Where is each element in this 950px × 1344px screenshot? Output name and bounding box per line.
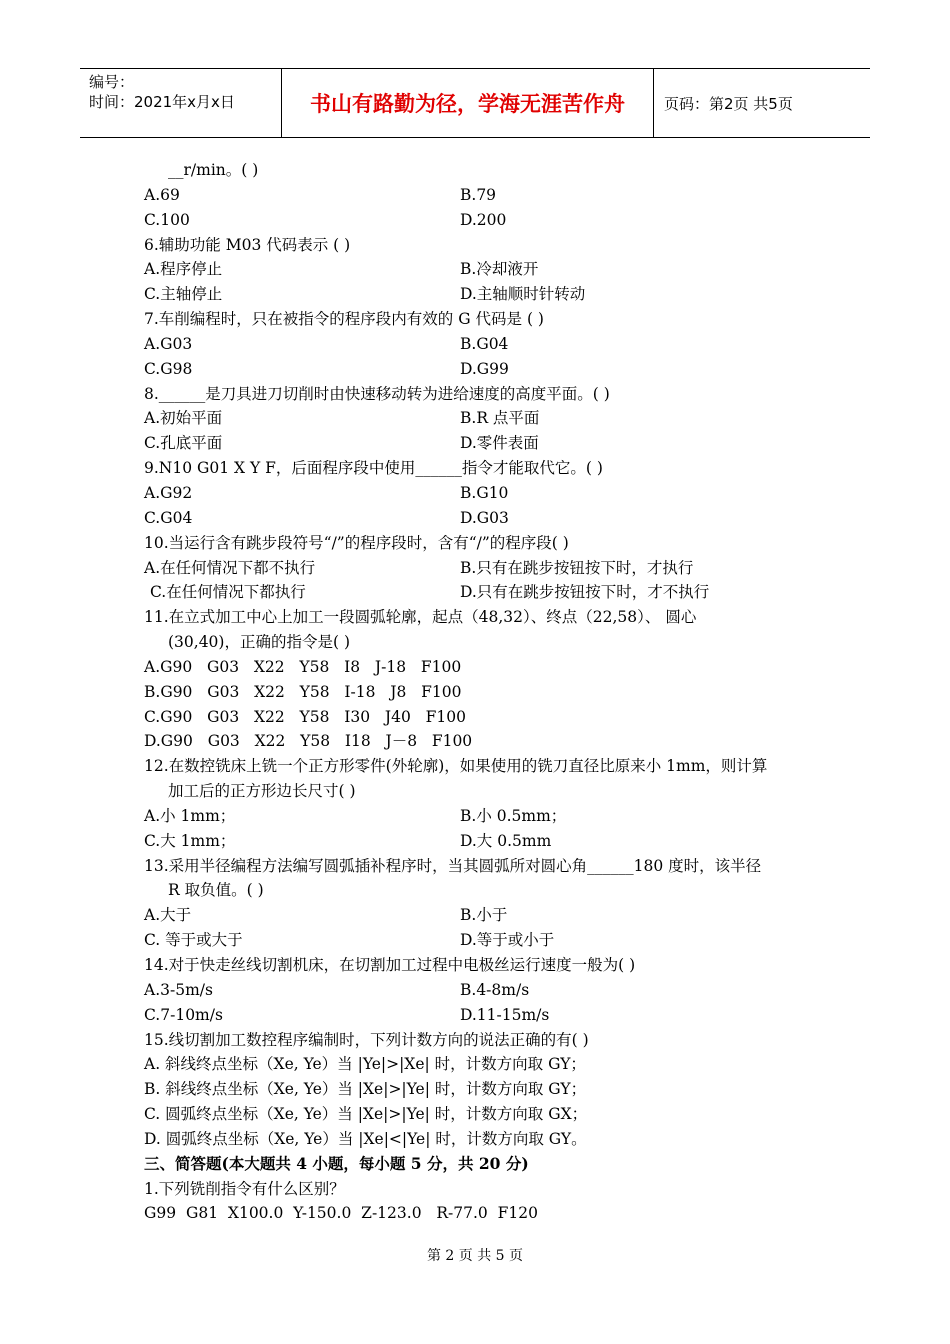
option-row xyxy=(144,928,814,953)
option: A.初始平面 xyxy=(144,409,223,428)
option: B.冷却液开 xyxy=(460,260,539,279)
option: B.R 点平面 xyxy=(460,409,540,428)
option-row xyxy=(144,332,814,357)
option-line: D.G90 G03 X22 Y58 I18 J－8 F100 xyxy=(144,732,473,751)
option: D.主轴顺时针转动 xyxy=(460,285,586,304)
option-row xyxy=(144,481,814,506)
header-motto: 书山有路勤为径，学海无涯苦作舟 xyxy=(282,69,654,137)
option: A.G03 xyxy=(144,334,193,353)
option: B.4-8m/s xyxy=(460,980,530,999)
option: C.100 xyxy=(144,210,190,229)
page-footer: 第 2 页 共 5 页 xyxy=(426,1248,524,1264)
question-line: 13.采用半径编程方法编写圆弧插补程序时，当其圆弧所对圆心角______180 度时，该半径 xyxy=(144,856,762,875)
option: D.G03 xyxy=(460,508,509,527)
option-row xyxy=(144,1003,814,1028)
question-line: 7.车削编程时，只在被指令的程序段内有效的 G 代码是 ( ) xyxy=(144,310,544,329)
option-row xyxy=(144,506,814,531)
question-line: 9.N10 G01 X Y F，后面程序段中使用______指令才能取代它。( ) xyxy=(144,459,603,478)
option-line: C.G90 G03 X22 Y58 I30 J40 F100 xyxy=(144,707,466,726)
option-line: B.G90 G03 X22 Y58 I-18 J8 F100 xyxy=(144,682,462,701)
question-line: 加工后的正方形边长尺寸( ) xyxy=(168,782,356,801)
option-row xyxy=(144,903,814,928)
header-meta xyxy=(80,69,282,137)
option: B.小 0.5mm； xyxy=(460,806,567,825)
exam-content xyxy=(144,158,814,1226)
option: D.只有在跳步按钮按下时，才不执行 xyxy=(460,583,710,602)
code-line: G99 G81 X100.0 Y-150.0 Z-123.0 R-77.0 F120 xyxy=(144,1204,538,1223)
option-row xyxy=(144,978,814,1003)
option-row xyxy=(144,357,814,382)
option: A.小 1mm； xyxy=(144,806,236,825)
question-line: R 取负值。( ) xyxy=(168,881,264,900)
option-line: B. 斜线终点坐标（Xe, Ye）当 |Xe|>|Ye| 时，计数方向取 GY； xyxy=(144,1080,587,1099)
option: C. 等于或大于 xyxy=(144,931,243,950)
option: D.零件表面 xyxy=(460,434,539,453)
question-line: 10.当运行含有跳步段符号“/”的程序段时，含有“/”的程序段( ) xyxy=(144,533,569,552)
option-row xyxy=(144,829,814,854)
option: C.G04 xyxy=(144,508,193,527)
option: D.G99 xyxy=(460,359,509,378)
option: C.孔底平面 xyxy=(144,434,223,453)
page-header xyxy=(80,68,870,138)
question-line: 14.对于快走丝线切割机床，在切割加工过程中电极丝运行速度一般为( ) xyxy=(144,956,636,974)
question-line: __r/min。( ) xyxy=(168,161,259,179)
option-row xyxy=(144,257,814,282)
option-line: C. 圆弧终点坐标（Xe, Ye）当 |Xe|>|Ye| 时，计数方向取 GX； xyxy=(144,1105,588,1124)
option-row xyxy=(144,208,814,233)
question-line: 1.下列铣削指令有什么区别？ xyxy=(144,1179,345,1198)
option: A.69 xyxy=(144,185,180,204)
option-row xyxy=(144,282,814,307)
option-line: A. 斜线终点坐标（Xe, Ye）当 |Ye|>|Xe| 时，计数方向取 GY； xyxy=(144,1055,586,1074)
header-page-info: 页码：第2页 共5页 xyxy=(664,94,793,113)
option: A.在任何情况下都不执行 xyxy=(144,558,316,577)
option: C.大 1mm； xyxy=(144,831,236,850)
option-line: D. 圆弧终点坐标（Xe, Ye）当 |Xe|<|Ye| 时，计数方向取 GY。 xyxy=(144,1129,587,1148)
option-row xyxy=(144,431,814,456)
option-row xyxy=(144,580,814,605)
option: C.G98 xyxy=(144,359,193,378)
option: A.3-5m/s xyxy=(144,980,213,999)
option: B.小于 xyxy=(460,906,508,925)
option-row xyxy=(144,183,814,208)
option-line: A.G90 G03 X22 Y58 I8 J-18 F100 xyxy=(144,657,462,676)
option: D.11-15m/s xyxy=(460,1005,550,1024)
option: C.主轴停止 xyxy=(144,285,223,304)
option: C.7-10m/s xyxy=(144,1005,223,1024)
option: B.G04 xyxy=(460,334,509,353)
question-line: 6.辅助功能 M03 代码表示 ( ) xyxy=(144,235,351,254)
option: A.G92 xyxy=(144,483,193,502)
option: D.等于或小于 xyxy=(460,931,555,950)
option: C.在任何情况下都执行 xyxy=(150,583,306,602)
option: B.G10 xyxy=(460,483,509,502)
doc-number-label: 编号： xyxy=(89,73,135,91)
question-line: 15.线切割加工数控程序编制时，下列计数方向的说法正确的有( ) xyxy=(144,1030,589,1049)
option-row xyxy=(144,556,814,581)
question-line: (30,40)，正确的指令是( ) xyxy=(168,633,350,652)
option: A.大于 xyxy=(144,906,192,925)
question-line: 12.在数控铣床上铣一个正方形零件(外轮廓)，如果使用的铣刀直径比原来小 1mm，则计算 xyxy=(144,757,768,776)
option: B.只有在跳步按钮按下时，才执行 xyxy=(460,558,694,577)
option-row xyxy=(144,804,814,829)
question-line: 11.在立式加工中心上加工一段圆弧轮廓，起点（48,32）、终点（22,58）、 圆心 xyxy=(144,608,697,627)
option: A.程序停止 xyxy=(144,260,223,279)
option: D.200 xyxy=(460,210,507,229)
section-heading: 三、简答题(本大题共 4 小题，每小题 5 分，共 20 分) xyxy=(144,1153,529,1173)
option: D.大 0.5mm xyxy=(460,831,552,850)
doc-time-label: 时间：2021年x月x日 xyxy=(89,93,235,111)
option-row xyxy=(144,406,814,431)
question-line: 8.______是刀具进刀切削时由快速移动转为进给速度的高度平面。( ) xyxy=(144,384,610,403)
option: B.79 xyxy=(460,185,497,204)
